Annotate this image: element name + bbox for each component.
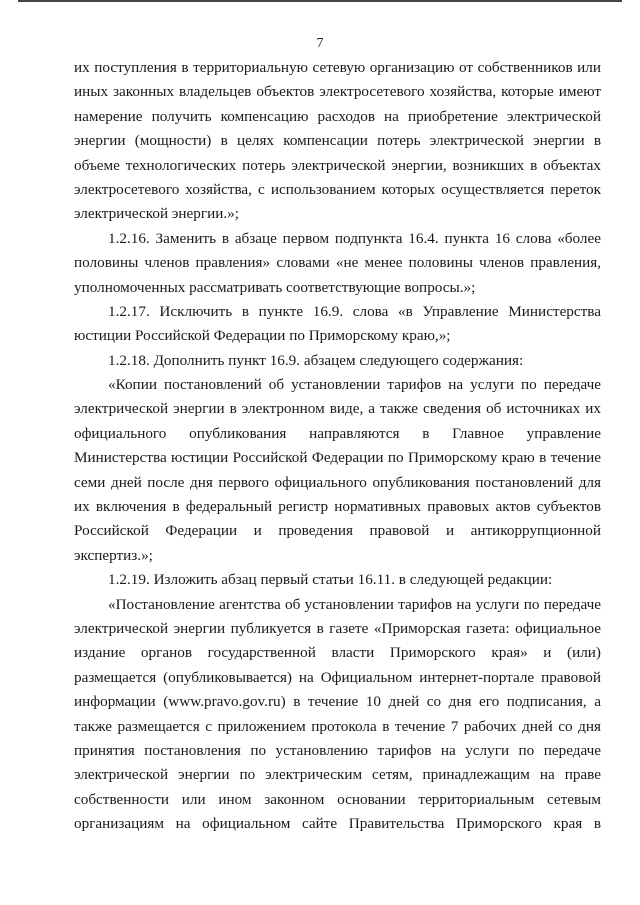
text-line: электрической энергии в электронном виде, а также сведения об источниках их — [74, 400, 601, 418]
text-line: «Постановление агентства об установлении тарифов на услуги по передаче — [108, 595, 601, 613]
text-line: уполномоченных рассматривать соответствующие вопросы.»; — [74, 278, 476, 296]
text-line: электросетевого хозяйства, с использованием которых осуществляется переток — [74, 180, 601, 198]
text-line: размещается (опубликовывается) на Официальном интернет-портале правовой — [74, 668, 601, 686]
text-line: намерение получить компенсацию расходов на приобретение электрической — [74, 107, 601, 125]
text-line: Российской Федерации и проведения правовой и антикоррупционной — [74, 522, 601, 540]
text-line: 1.2.19. Изложить абзац первый статьи 16.11. в следующей редакции: — [108, 571, 553, 589]
text-line: их включения в федеральный регистр нормативных правовых актов субъектов — [74, 498, 601, 516]
text-line: организациям на официальном сайте Правительства Приморского края в — [74, 815, 601, 833]
text-line: 1.2.16. Заменить в абзаце первом подпункта 16.4. пункта 16 слова «более — [108, 229, 601, 247]
text-line: половины членов правления» словами «не менее половины членов правления, — [74, 254, 601, 272]
top-border-line — [18, 0, 622, 2]
text-line: объеме технологических потерь электрической энергии, возникших в объектах — [74, 156, 601, 174]
text-line: издание органов государственной власти Приморского края» и (или) — [74, 644, 601, 662]
text-line: также размещается с приложением протокола в течение 7 рабочих дней со дня — [74, 717, 601, 735]
text-line: их поступления в территориальную сетевую организацию от собственников или — [74, 59, 601, 76]
text-line: электрической энергии.»; — [74, 205, 239, 223]
text-line: экспертиз.»; — [74, 546, 153, 564]
text-line: 1.2.18. Дополнить пункт 16.9. абзацем следующего содержания: — [108, 351, 524, 369]
text-line: юстиции Российской Федерации по Приморскому краю,»; — [74, 327, 451, 345]
text-line: 1.2.17. Исключить в пункте 16.9. слова «в Управление Министерства — [108, 302, 601, 320]
text-line: официального опубликования направляются в Главное управление — [74, 424, 601, 442]
text-line: информации (www.pravo.gov.ru) в течение 10 дней со дня его подписания, а — [74, 693, 601, 711]
text-line: «Копии постановлений об установлении тарифов на услуги по передаче — [108, 376, 601, 394]
text-line: семи дней после дня первого официального опубликования постановлений для — [74, 473, 601, 491]
document-body — [74, 56, 601, 837]
text-line: электрической энергии публикуется в газете «Приморская газета: официальное — [74, 619, 601, 637]
text-line: принятия постановления по установлению тарифов на услуги по передаче — [74, 741, 601, 759]
text-line: энергии (мощности) в целях компенсации потерь электрической энергии в — [74, 132, 601, 150]
text-line: иных законных владельцев объектов электросетевого хозяйства, которые имеют — [74, 83, 601, 101]
page-number: 7 — [316, 36, 324, 51]
text-line: электрической энергии по электрическим сетям, принадлежащим на праве — [74, 766, 601, 784]
text-line: Министерства юстиции Российской Федерации по Приморскому краю в течение — [74, 449, 601, 467]
text-line: собственности или ином законном основании территориальным сетевым — [74, 790, 601, 808]
